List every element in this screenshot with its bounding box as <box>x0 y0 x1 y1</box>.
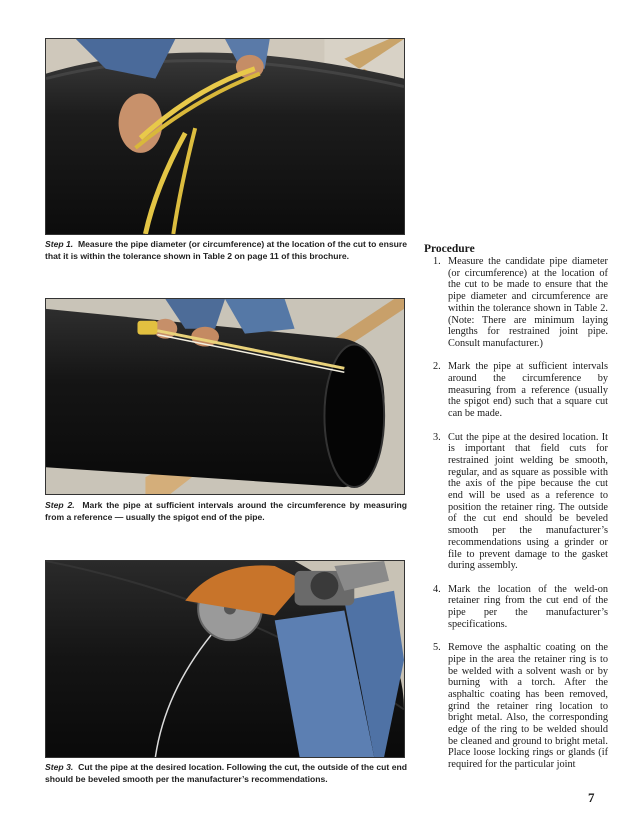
item-text: Mark the pipe at sufficient intervals around the circumference by measuring from a reference (usually the spigot end) such that a square cut can be made. <box>448 361 608 420</box>
caption-step-2 <box>45 500 407 523</box>
caption-step-3 <box>45 762 407 785</box>
item-number: 1. <box>433 256 441 267</box>
item-text: Remove the asphaltic coating on the pipe in the area the retainer ring is to be welded with a solvent wash or by burning with a torch. After the asphaltic coating has been removed, grind the retainer ring location to bright metal. Also, the corresponding edge of the ring to be welded should be cleaned and ground to bright metal. Place loose locking rings or glands (if required for the particular joint <box>448 642 608 771</box>
list-item <box>424 361 608 420</box>
caption-step-label: Step 1. <box>45 239 74 249</box>
page-number: 7 <box>588 790 595 805</box>
list-item <box>424 256 608 350</box>
list-item <box>424 584 608 631</box>
list-item <box>424 642 608 771</box>
caption-text: Cut the pipe at the desired location. Following the cut, the outside of the cut end should be beveled smooth per the manufacturer’s recommendations. <box>45 762 407 784</box>
item-text: Measure the candidate pipe diameter (or circumference) at the location of the cut to be made to ensure that the pipe diameter and circumference are within the tolerance shown in Table 2. (Note: There are minimum laying lengths for restrained joint pipe. Consult manufacturer.) <box>448 256 608 349</box>
caption-step-label: Step 3. <box>45 762 74 772</box>
procedure-title: Procedure <box>424 243 475 255</box>
caption-step-label: Step 2. <box>45 500 75 510</box>
item-text: Mark the location of the weld-on retainer ring from the cut end of the pipe per the manufacturer’s specifications. <box>448 583 608 630</box>
item-text: Cut the pipe at the desired location. It is important that field cuts for restrained joint welding be smooth, regular, and as square as possible with the axis of the pipe because the cut end will be used as a reference to position the retainer ring. The outside of the cut end should be beveled smooth per the manufacturer’s recommendations using a grinder or file to prevent damage to the gasket during assembly. <box>448 431 608 572</box>
photo-measure-pipe <box>45 38 405 235</box>
list-item <box>424 432 608 572</box>
caption-text: Mark the pipe at sufficient intervals around the circumference by measuring from a reference — usually the spigot end of the pipe. <box>45 500 407 522</box>
caption-text: Measure the pipe diameter (or circumference) at the location of the cut to ensure that it is within the tolerance shown in Table 2 on page 11 of this brochure. <box>45 239 407 261</box>
procedure-list <box>424 256 608 771</box>
photo-mark-pipe <box>45 298 405 495</box>
caption-step-1 <box>45 239 407 262</box>
procedure-section <box>424 242 608 783</box>
photo-cut-pipe <box>45 560 405 758</box>
photo-mark-icon <box>46 299 404 494</box>
item-number: 2. <box>433 361 441 373</box>
photo-cut-icon <box>46 561 404 757</box>
item-number: 4. <box>433 583 441 595</box>
item-number: 5. <box>433 642 441 654</box>
item-number: 3. <box>433 431 441 443</box>
photo-measure-icon <box>46 39 404 234</box>
